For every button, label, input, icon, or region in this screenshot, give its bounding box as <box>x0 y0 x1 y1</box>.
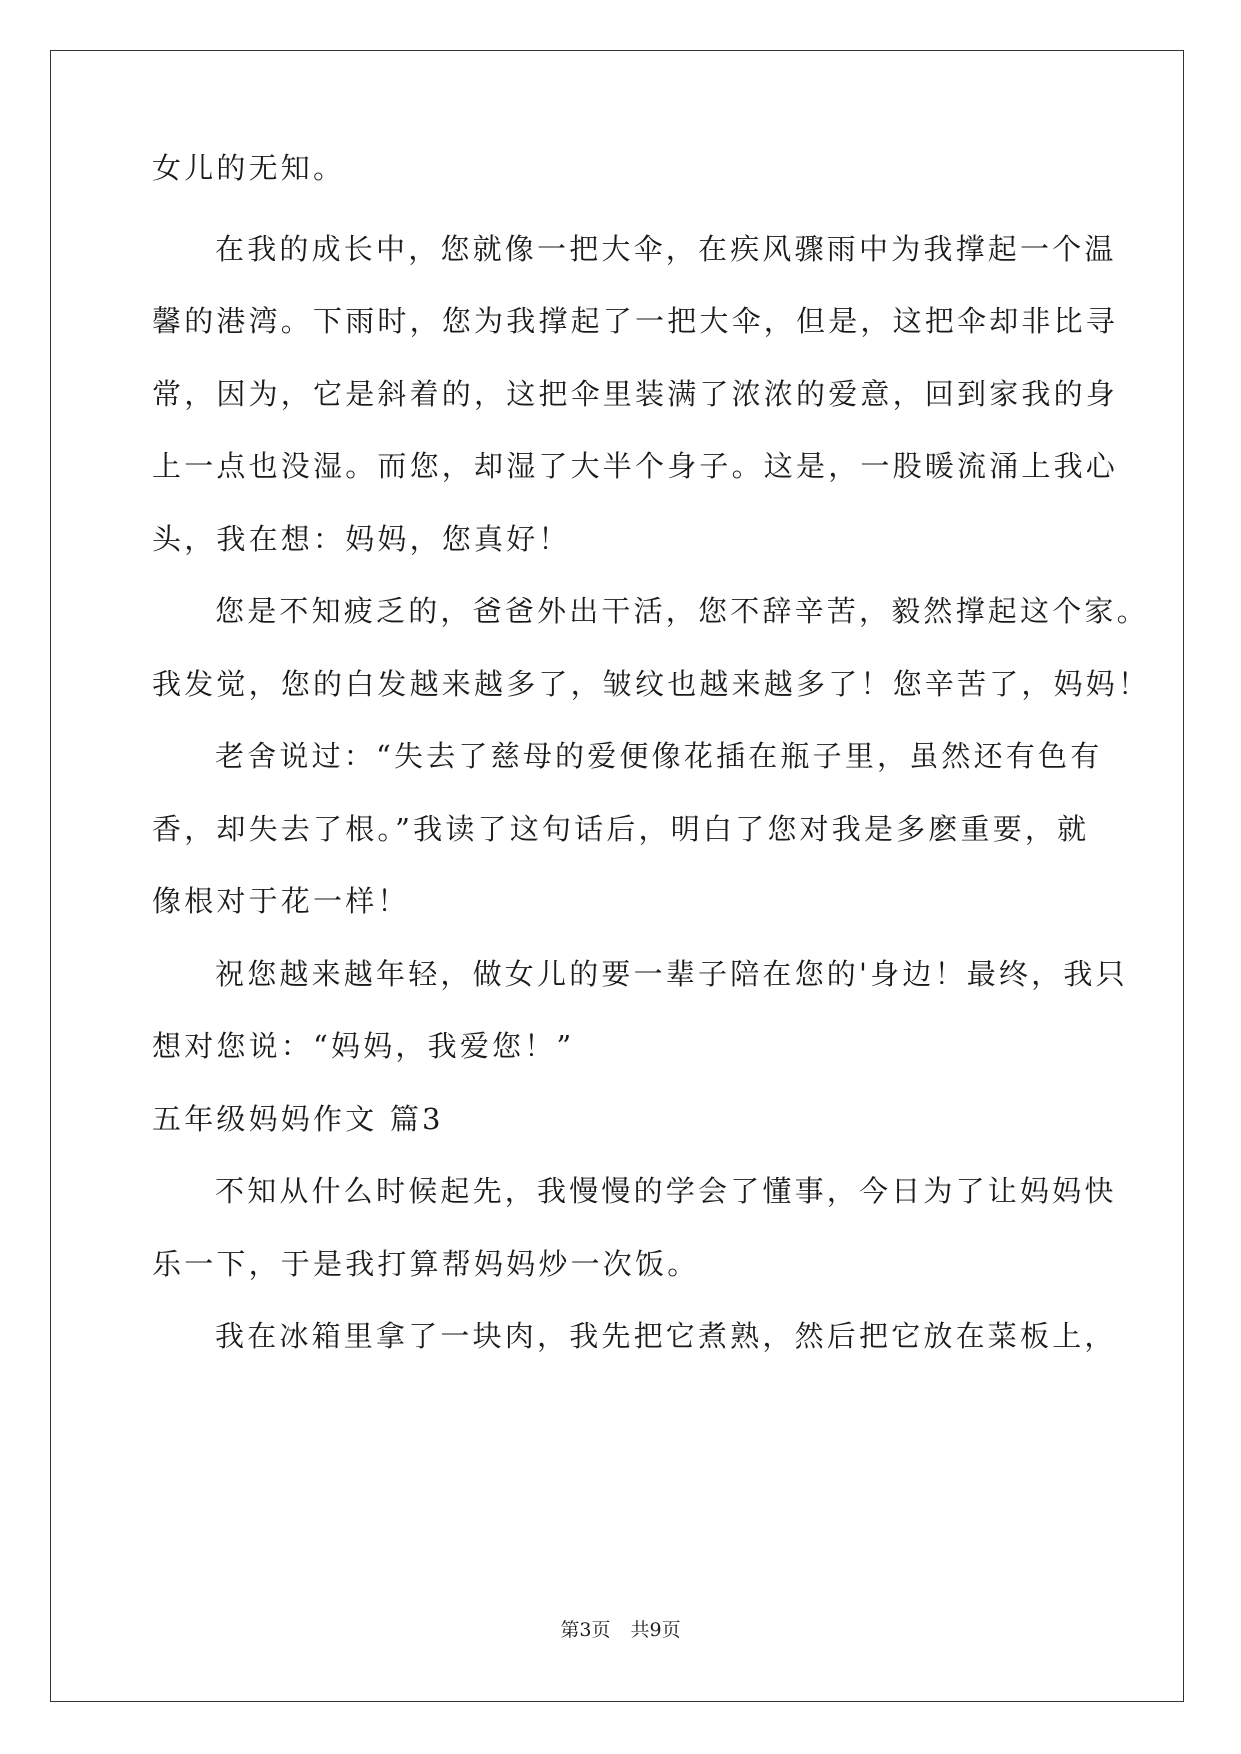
paragraph-line: 我在冰箱里拿了一块肉，我先把它煮熟，然后把它放在菜板上， <box>215 1319 1117 1353</box>
paragraph-line: 您是不知疲乏的，爸爸外出干活，您不辞辛苦，毅然撑起这个家。 <box>215 594 1149 628</box>
paragraph-line: 不知从什么时候起先，我慢慢的学会了懂事，今日为了让妈妈快 <box>215 1174 1117 1208</box>
paragraph-line: 香，却失去了根。”我读了这句话后，明白了您对我是多麽重要，就 <box>152 812 1090 846</box>
paragraph-line: 女儿的无知。 <box>152 151 346 185</box>
page-number-current: 第3页 <box>560 1619 611 1641</box>
paragraph-line: 我发觉，您的白发越来越多了，皱纹也越来越多了！您辛苦了，妈妈！ <box>152 667 1151 701</box>
paragraph-line: 在我的成长中，您就像一把大伞，在疾风骤雨中为我撑起一个温 <box>215 232 1117 266</box>
page-border <box>50 50 1184 1702</box>
paragraph-line: 想对您说：“妈妈，我爱您！” <box>152 1029 575 1063</box>
paragraph-line: 头，我在想：妈妈，您真好！ <box>152 522 571 556</box>
page-number-total: 共9页 <box>630 1619 681 1641</box>
paragraph-line: 像根对于花一样！ <box>152 884 410 918</box>
paragraph-line: 馨的港湾。下雨时，您为我撑起了一把大伞，但是，这把伞却非比寻 <box>152 304 1119 338</box>
paragraph-line: 老舍说过：“失去了慈母的爱便像花插在瓶子里，虽然还有色有 <box>215 739 1103 773</box>
section-heading: 五年级妈妈作文 篇3 <box>152 1102 444 1136</box>
paragraph-line: 乐一下，于是我打算帮妈妈炒一次饭。 <box>152 1247 700 1281</box>
page-footer <box>0 1618 1241 1642</box>
paragraph-line: 常，因为，它是斜着的，这把伞里装满了浓浓的爱意，回到家我的身 <box>152 377 1119 411</box>
paragraph-line: 上一点也没湿。而您，却湿了大半个身子。这是，一股暖流涌上我心 <box>152 449 1119 483</box>
paragraph-line: 祝您越来越年轻，做女儿的要一辈子陪在您的'身边！最终，我只 <box>215 957 1128 991</box>
